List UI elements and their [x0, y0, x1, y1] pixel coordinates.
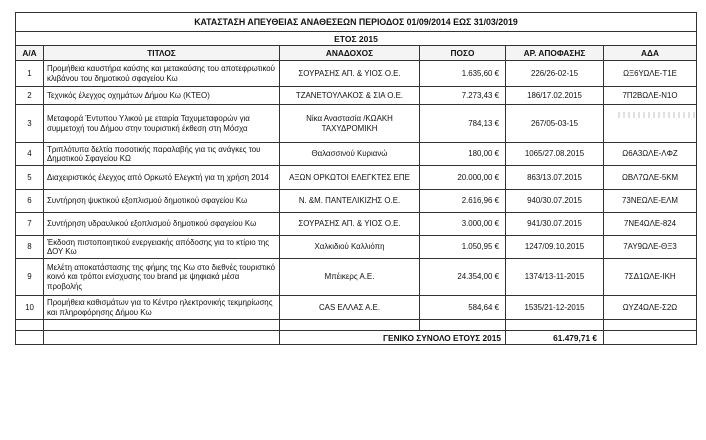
total-row	[16, 331, 697, 345]
table-row	[16, 259, 697, 296]
row-amount: 1.635,60 €	[420, 61, 506, 87]
row-index: 10	[16, 296, 44, 320]
row-contractor: Μπέικερς Α.Ε.	[280, 259, 420, 296]
row-ada: 7ΝΕ4ΩΛΕ-824	[604, 213, 697, 236]
total-empty-cell	[604, 331, 697, 345]
column-header-amount: ΠΟΣΟ	[420, 46, 506, 61]
blank-cell	[44, 320, 280, 331]
table-row	[16, 236, 697, 259]
row-amount: 784,13 €	[420, 105, 506, 143]
row-decision: 1247/09.10.2015	[506, 236, 604, 259]
row-ada: 7Π2ΒΩΛΕ-Ν1Ο	[604, 87, 697, 105]
row-contractor: Ν. &Μ. ΠΑΝΤΕΛΙΚΙΖΗΣ Ο.Ε.	[280, 190, 420, 213]
row-amount: 180,00 €	[420, 143, 506, 166]
row-decision: 940/30.07.2015	[506, 190, 604, 213]
table-row	[16, 296, 697, 320]
row-index: 4	[16, 143, 44, 166]
row-title: Συντήρηση ψυκτικού εξοπλισμού δημοτικού σφαγείου Κω	[44, 190, 280, 213]
row-index: 9	[16, 259, 44, 296]
row-index: 7	[16, 213, 44, 236]
row-contractor: ΤΖΑΝΕΤΟΥΛΑΚΟΣ & ΣΙΑ Ο.Ε.	[280, 87, 420, 105]
row-amount: 3.000,00 €	[420, 213, 506, 236]
row-decision: 267/05-03-15	[506, 105, 604, 143]
blank-cell	[420, 320, 506, 331]
column-header-decision: ΑΡ. ΑΠΟΦΑΣΗΣ	[506, 46, 604, 61]
row-ada: 7ΑΥ9ΩΛΕ-ΘΞ3	[604, 236, 697, 259]
row-index: 5	[16, 166, 44, 190]
row-index: 8	[16, 236, 44, 259]
row-title: Μεταφορά Έντυπου Υλικού με εταιρία Ταχυμεταφορών για συμμετοχή του Δήμου στην τουριστική έκθεση στη Μόσχα	[44, 105, 280, 143]
row-title: Τεχνικός έλεγχος οχημάτων Δήμου Κω (ΚΤΕΟ)	[44, 87, 280, 105]
row-amount: 1.050,95 €	[420, 236, 506, 259]
row-contractor: Θαλασσινού Κυριανώ	[280, 143, 420, 166]
row-title: Διαχειριστικός έλεγχος από Ορκωτό Ελεγκτή για τη χρήση 2014	[44, 166, 280, 190]
row-ada	[604, 105, 697, 143]
row-contractor: ΣΟΥΡΑΣΗΣ ΑΠ. & ΥΙΟΣ Ο.Ε.	[280, 213, 420, 236]
table-row	[16, 87, 697, 105]
row-decision: 863/13.07.2015	[506, 166, 604, 190]
row-amount: 24.354,00 €	[420, 259, 506, 296]
row-decision: 186/17.02.2015	[506, 87, 604, 105]
total-empty-cell	[44, 331, 280, 345]
table-row	[16, 213, 697, 236]
row-decision: 1535/21-12-2015	[506, 296, 604, 320]
report-year: ΕΤΟΣ 2015	[16, 32, 697, 46]
row-amount: 7.273,43 €	[420, 87, 506, 105]
row-ada: ΩΥΖ4ΩΛΕ-Σ2Ω	[604, 296, 697, 320]
row-contractor: CAS ΕΛΛΑΣ Α.Ε.	[280, 296, 420, 320]
table-row	[16, 190, 697, 213]
column-header-row	[16, 46, 697, 61]
row-contractor: ΑΞΩΝ ΟΡΚΩΤΟΙ ΕΛΕΓΚΤΕΣ ΕΠΕ	[280, 166, 420, 190]
row-contractor: Νίκα Αναστασία /ΚΩΑΚΗ ΤΑΧΥΔΡΟΜΙΚΗ	[280, 105, 420, 143]
table-row	[16, 61, 697, 87]
column-header-contractor: ΑΝΑΔΟΧΟΣ	[280, 46, 420, 61]
row-index: 2	[16, 87, 44, 105]
row-title: Συντήρηση υδραυλικού εξοπλισμού δημοτικού σφαγείου Κω	[44, 213, 280, 236]
row-ada: Ω6Α3ΩΛΕ-ΛΦΖ	[604, 143, 697, 166]
column-header-ada: ΑΔΑ	[604, 46, 697, 61]
table-row	[16, 143, 697, 166]
column-header-idx: Α/Α	[16, 46, 44, 61]
row-ada: ΩΞ6ΥΩΛΕ-Τ1Ε	[604, 61, 697, 87]
table-row	[16, 105, 697, 143]
row-title: Έκδοση πιστοποιητικού ενεργειακής απόδοσης για το κτίριο της ΔΟΥ Κω	[44, 236, 280, 259]
row-decision: 1065/27.08.2015	[506, 143, 604, 166]
row-title: Προμήθεια καθισμάτων για το Κέντρο ηλεκτρονικής τεκμηρίωσης και πληροφόρησης Δήμου Κω	[44, 296, 280, 320]
total-label: ΓΕΝΙΚΟ ΣΥΝΟΛΟ ΕΤΟΥΣ 2015	[280, 331, 506, 345]
column-header-title: ΤΙΤΛΟΣ	[44, 46, 280, 61]
row-decision: 941/30.07.2015	[506, 213, 604, 236]
row-contractor: ΣΟΥΡΑΣΗΣ ΑΠ. & ΥΙΟΣ Ο.Ε.	[280, 61, 420, 87]
row-title: Μελέτη αποκατάστασης της φήμης της Κω στο διεθνές τουριστικό κοινό και τρόποι ενίσχυσης του brand με ψηφιακά μέσα προβολής	[44, 259, 280, 296]
row-index: 3	[16, 105, 44, 143]
total-empty-cell	[16, 331, 44, 345]
report-title: ΚΑΤΑΣΤΑΣΗ ΑΠΕΥΘΕΙΑΣ ΑΝΑΘΕΣΕΩΝ ΠΕΡΙΟΔΟΣ 01/09/2014 ΕΩΣ 31/03/2019	[16, 13, 697, 32]
row-index: 1	[16, 61, 44, 87]
row-decision: 1374/13-11-2015	[506, 259, 604, 296]
table-row	[16, 166, 697, 190]
row-decision: 226/26-02-15	[506, 61, 604, 87]
blank-row	[16, 320, 697, 331]
blank-cell	[280, 320, 420, 331]
procurement-sheet	[15, 12, 697, 345]
row-title: Προμήθεια καυστήρα καύσης και μετακαύσης του αποτεφρωτικού κλιβάνου του δημοτικού σφαγείου Κω	[44, 61, 280, 87]
row-ada: 73ΝΕΩΛΕ-ΕΛΜ	[604, 190, 697, 213]
row-amount: 20.000,00 €	[420, 166, 506, 190]
total-value: 61.479,71 €	[506, 331, 604, 345]
row-ada: ΩΒΛ7ΩΛΕ-5ΚΜ	[604, 166, 697, 190]
blank-cell	[16, 320, 44, 331]
row-title: Τριπλότυπα δελτία ποσοτικής παραλαβής για τις ανάγκες του Δημοτικού Σφαγείου ΚΩ	[44, 143, 280, 166]
blank-cell	[506, 320, 604, 331]
row-contractor: Χαλκιδιού Καλλιόπη	[280, 236, 420, 259]
row-index: 6	[16, 190, 44, 213]
row-amount: 584,64 €	[420, 296, 506, 320]
blank-cell	[604, 320, 697, 331]
row-amount: 2.616,96 €	[420, 190, 506, 213]
procurement-table	[15, 12, 697, 345]
row-ada: 7ΣΔ1ΩΛΕ-ΙΚΗ	[604, 259, 697, 296]
